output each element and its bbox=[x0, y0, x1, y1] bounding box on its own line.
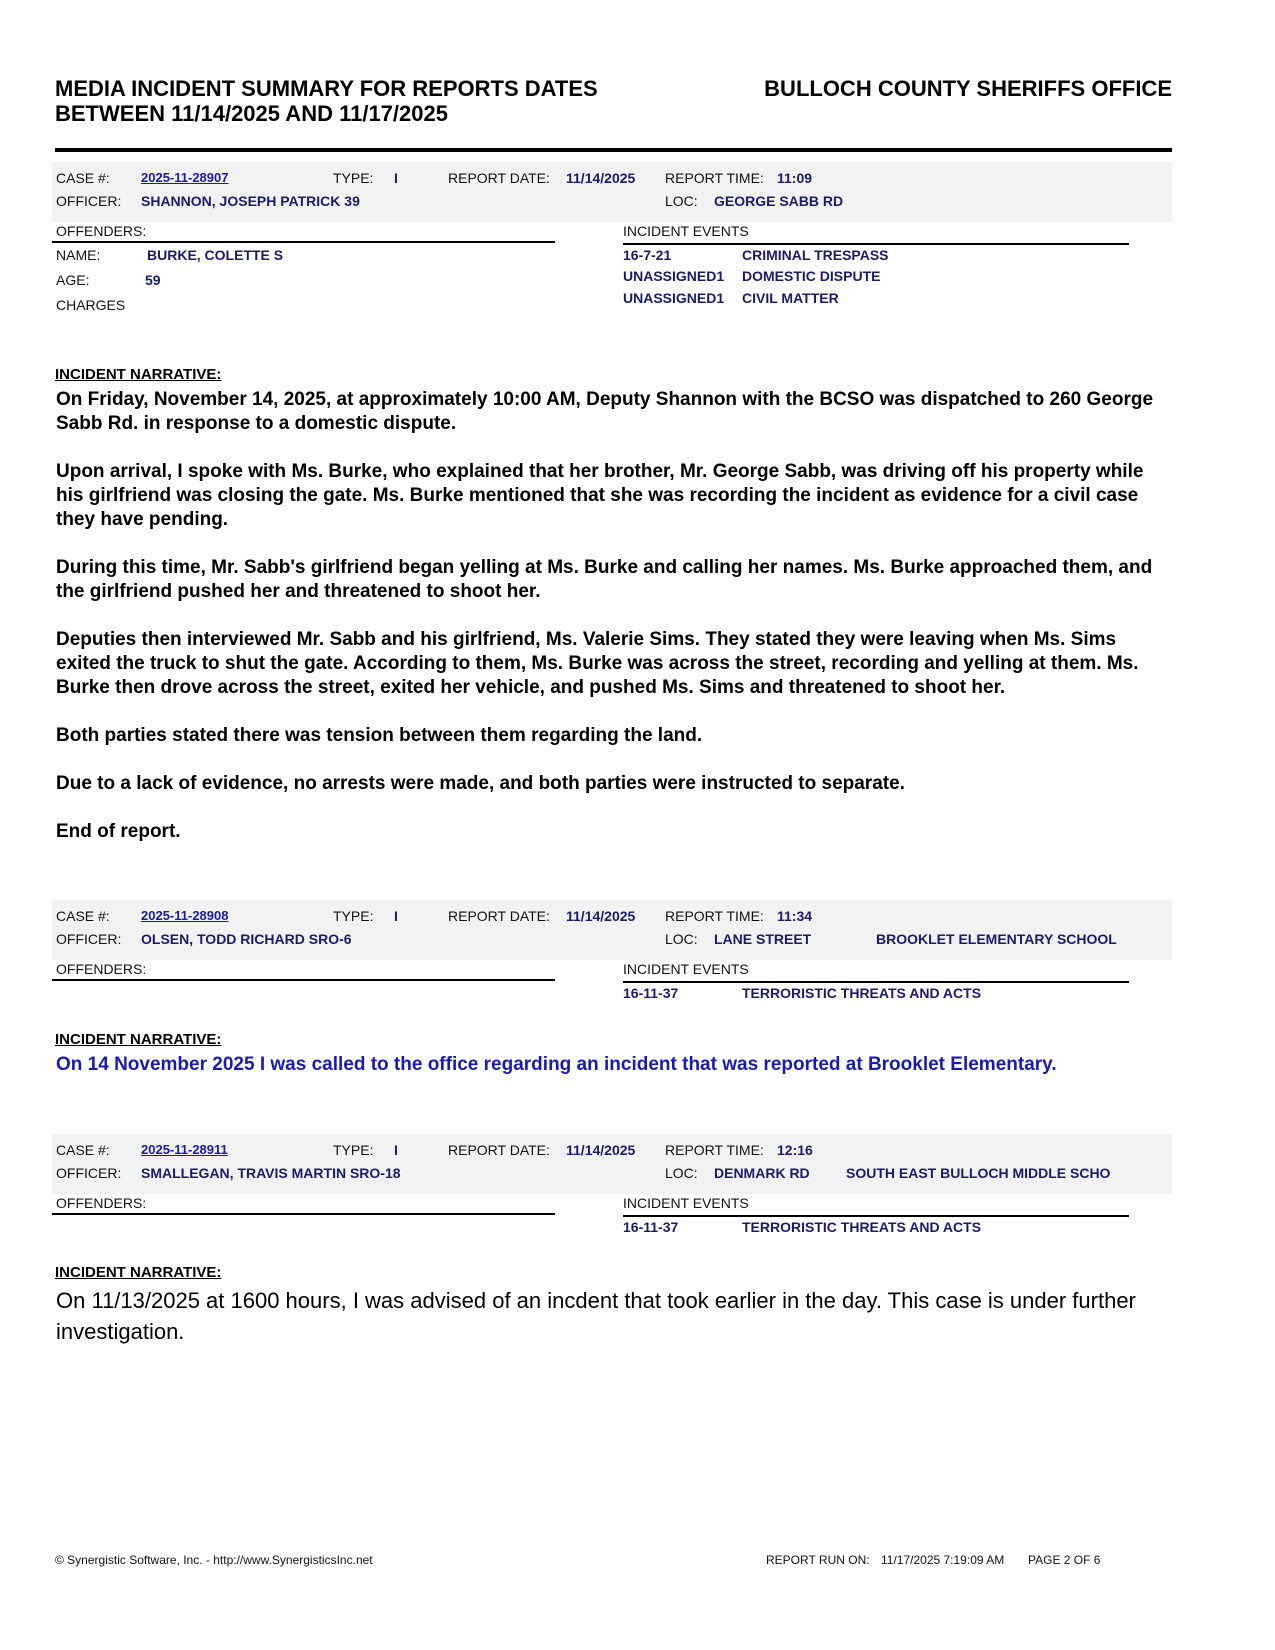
case-number-label: CASE #: bbox=[56, 908, 110, 924]
loc-place-value: SOUTH EAST BULLOCH MIDDLE SCHO bbox=[846, 1165, 1111, 1181]
offender-age-value: 59 bbox=[145, 272, 161, 288]
offenders-label: OFFENDERS: bbox=[56, 961, 147, 977]
case-number-link[interactable]: 2025-11-28907 bbox=[141, 170, 229, 185]
event-code: UNASSIGNED1 bbox=[623, 268, 725, 284]
report-time-label: REPORT TIME: bbox=[665, 908, 764, 924]
event-desc: TERRORISTIC THREATS AND ACTS bbox=[742, 1219, 982, 1235]
type-label: TYPE: bbox=[333, 1142, 374, 1158]
narrative-paragraph: On 14 November 2025 I was called to the office regarding an incident that was reported at Brooklet Elementary. bbox=[56, 1054, 1057, 1075]
narrative-paragraph: End of report. bbox=[56, 821, 181, 842]
narrative-paragraph: Deputies then interviewed Mr. Sabb and his girlfriend, Ms. Valerie Sims. They stated they were leaving when Ms. Sims exited the truck to shut the gate. According to them, Ms. Burke was across the street, recording and yelling at them. Ms. Burke then drove across the street, exited her vehicle, and pushed Ms. Sims and threatened to shoot her. bbox=[56, 629, 1139, 698]
offenders-label: OFFENDERS: bbox=[56, 223, 147, 239]
loc-value: LANE STREET bbox=[714, 931, 812, 947]
narrative-paragraph: Due to a lack of evidence, no arrests were made, and both parties were instructed to separate. bbox=[56, 773, 905, 794]
narrative-paragraph: During this time, Mr. Sabb's girlfriend began yelling at Ms. Burke and calling her names. Ms. Burke approached them, and the girlfriend pushed her and threatened to shoot her. bbox=[56, 557, 1153, 602]
agency-name: BULLOCH COUNTY SHERIFFS OFFICE bbox=[764, 76, 1172, 101]
loc-value: GEORGE SABB RD bbox=[714, 193, 844, 209]
incident-events-label: INCIDENT EVENTS bbox=[623, 961, 749, 977]
incident-events-label: INCIDENT EVENTS bbox=[623, 223, 749, 239]
event-desc: CRIMINAL TRESPASS bbox=[742, 247, 889, 263]
report-time-value: 12:16 bbox=[777, 1142, 813, 1158]
type-value: I bbox=[394, 908, 398, 924]
report-date-value: 11/14/2025 bbox=[566, 170, 636, 186]
loc-place-value: BROOKLET ELEMENTARY SCHOOL bbox=[876, 931, 1117, 947]
loc-label: LOC: bbox=[665, 1165, 698, 1181]
event-code: UNASSIGNED1 bbox=[623, 290, 725, 306]
case-number-link[interactable]: 2025-11-28911 bbox=[141, 1142, 228, 1157]
report-date-value: 11/14/2025 bbox=[566, 1142, 636, 1158]
narrative-paragraph: Upon arrival, I spoke with Ms. Burke, who explained that her brother, Mr. George Sabb, was driving off his property while his girlfriend was closing the gate. Ms. Burke mentioned that she was recording the incident as evidence for a civil case they have pending. bbox=[56, 461, 1144, 530]
report-time-value: 11:34 bbox=[777, 908, 813, 924]
incident-events-rule bbox=[623, 243, 1129, 245]
footer-run-label: REPORT RUN ON: bbox=[766, 1553, 870, 1567]
narrative-paragraph: On 11/13/2025 at 1600 hours, I was advised of an incdent that took earlier in the day. This case is under further investigation. bbox=[56, 1288, 1136, 1344]
loc-label: LOC: bbox=[665, 931, 698, 947]
report-date-value: 11/14/2025 bbox=[566, 908, 636, 924]
offenders-rule bbox=[52, 979, 555, 981]
event-desc: DOMESTIC DISPUTE bbox=[742, 268, 881, 284]
incident-events-rule bbox=[623, 1215, 1129, 1217]
report-title-line1: MEDIA INCIDENT SUMMARY FOR REPORTS DATES bbox=[55, 76, 598, 101]
narrative-heading: INCIDENT NARRATIVE: bbox=[55, 1264, 222, 1281]
offender-age-label: AGE: bbox=[56, 272, 90, 288]
header-rule bbox=[55, 148, 1172, 152]
narrative-heading: INCIDENT NARRATIVE: bbox=[55, 1031, 222, 1048]
footer-copyright: © Synergistic Software, Inc. - http://www.SynergisticsInc.net bbox=[55, 1553, 373, 1567]
officer-label: OFFICER: bbox=[56, 1165, 122, 1181]
narrative-body bbox=[56, 1053, 1166, 1101]
report-date-label: REPORT DATE: bbox=[448, 170, 550, 186]
charges-label: CHARGES bbox=[56, 297, 126, 313]
offenders-rule bbox=[52, 1213, 555, 1215]
officer-value: OLSEN, TODD RICHARD SRO-6 bbox=[141, 931, 352, 947]
loc-value: DENMARK RD bbox=[714, 1165, 810, 1181]
event-desc: TERRORISTIC THREATS AND ACTS bbox=[742, 985, 982, 1001]
type-value: I bbox=[394, 1142, 398, 1158]
narrative-body bbox=[56, 388, 1166, 868]
offender-name-value: BURKE, COLETTE S bbox=[147, 247, 284, 263]
incident-events-rule bbox=[623, 981, 1129, 983]
type-label: TYPE: bbox=[333, 170, 374, 186]
case-number-label: CASE #: bbox=[56, 1142, 110, 1158]
event-code: 16-11-37 bbox=[623, 1219, 679, 1235]
narrative-paragraph: Both parties stated there was tension between them regarding the land. bbox=[56, 725, 703, 746]
event-desc: CIVIL MATTER bbox=[742, 290, 839, 306]
footer-run-value: 11/17/2025 7:19:09 AM bbox=[881, 1553, 1005, 1567]
footer-page-number: PAGE 2 OF 6 bbox=[1028, 1553, 1101, 1567]
type-value: I bbox=[394, 170, 398, 186]
offenders-rule bbox=[52, 241, 555, 243]
offenders-label: OFFENDERS: bbox=[56, 1195, 147, 1211]
officer-value: SMALLEGAN, TRAVIS MARTIN SRO-18 bbox=[141, 1165, 401, 1181]
officer-label: OFFICER: bbox=[56, 931, 122, 947]
report-time-label: REPORT TIME: bbox=[665, 1142, 764, 1158]
case-number-label: CASE #: bbox=[56, 170, 110, 186]
type-label: TYPE: bbox=[333, 908, 374, 924]
report-date-label: REPORT DATE: bbox=[448, 1142, 550, 1158]
narrative-heading: INCIDENT NARRATIVE: bbox=[55, 366, 222, 383]
report-time-value: 11:09 bbox=[777, 170, 813, 186]
narrative-paragraph: On Friday, November 14, 2025, at approximately 10:00 AM, Deputy Shannon with the BCSO was dispatched to 260 George Sabb Rd. in response to a domestic dispute. bbox=[56, 389, 1154, 434]
event-code: 16-11-37 bbox=[623, 985, 679, 1001]
report-time-label: REPORT TIME: bbox=[665, 170, 764, 186]
case-number-link[interactable]: 2025-11-28908 bbox=[141, 908, 229, 923]
officer-label: OFFICER: bbox=[56, 193, 122, 209]
report-date-label: REPORT DATE: bbox=[448, 908, 550, 924]
report-title-line2: BETWEEN 11/14/2025 AND 11/17/2025 bbox=[55, 101, 448, 126]
incident-events-label: INCIDENT EVENTS bbox=[623, 1195, 749, 1211]
narrative-body bbox=[56, 1285, 1166, 1371]
offender-name-label: NAME: bbox=[56, 247, 101, 263]
loc-label: LOC: bbox=[665, 193, 698, 209]
event-code: 16-7-21 bbox=[623, 247, 672, 263]
officer-value: SHANNON, JOSEPH PATRICK 39 bbox=[141, 193, 360, 209]
